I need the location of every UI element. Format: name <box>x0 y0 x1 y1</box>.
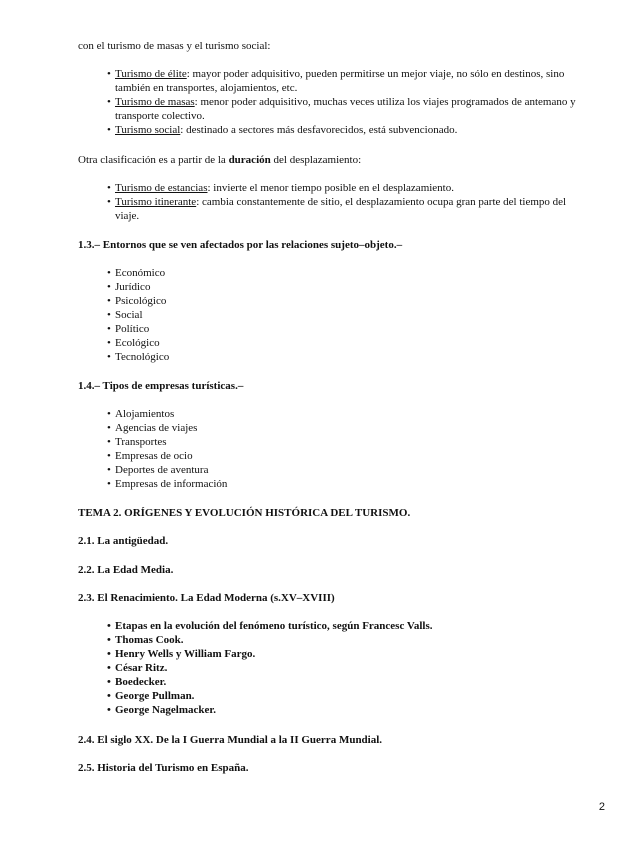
list-item: • Turismo de estancias: invierte el menor tiempo posible en el desplazamiento. <box>107 181 587 195</box>
list-item: • Tecnológico <box>107 350 607 364</box>
tema-2-heading: TEMA 2. ORÍGENES Y EVOLUCIÓN HISTÓRICA DEL TURISMO. <box>78 507 411 519</box>
section-heading-1-4: 1.4.– Tipos de empresas turísticas.– <box>78 380 244 392</box>
list-item: • Agencias de viajes <box>107 421 607 435</box>
section-heading-2-4: 2.4. El siglo XX. De la I Guerra Mundial a la II Guerra Mundial. <box>78 734 383 746</box>
renacimiento-list <box>107 619 607 717</box>
list-item: • Político <box>107 322 607 336</box>
section-heading-2-5: 2.5. Historia del Turismo en España. <box>78 762 249 774</box>
list-item: • Turismo de masas: menor poder adquisitivo, muchas veces utiliza los viajes programados de antemano y transporte colectivo. <box>107 95 602 123</box>
intro-text: con el turismo de masas y el turismo social: <box>78 40 271 52</box>
list-item: • Empresas de información <box>107 477 607 491</box>
list-item: • Transportes <box>107 435 607 449</box>
list-item: • Boedecker. <box>107 675 607 689</box>
list-item: • Thomas Cook. <box>107 633 607 647</box>
list-item: • Alojamientos <box>107 407 607 421</box>
empresas-list <box>107 407 607 491</box>
list-item: • Psicológico <box>107 294 607 308</box>
section-heading-2-2: 2.2. La Edad Media. <box>78 564 174 576</box>
entornos-list <box>107 266 607 364</box>
duracion-list <box>107 181 587 223</box>
section-heading-2-1: 2.1. La antigüedad. <box>78 535 169 547</box>
list-item: • Empresas de ocio <box>107 449 607 463</box>
list-item: • Etapas en la evolución del fenómeno turístico, según Francesc Valls. <box>107 619 607 633</box>
list-item: • George Nagelmacker. <box>107 703 607 717</box>
list-item: • George Pullman. <box>107 689 607 703</box>
list-item: • Turismo social: destinado a sectores más desfavorecidos, está subvencionado. <box>107 123 602 137</box>
tipos-turismo-list <box>107 67 602 137</box>
list-item: • Social <box>107 308 607 322</box>
page-number: 2 <box>598 801 605 813</box>
section-heading-1-3: 1.3.– Entornos que se ven afectados por las relaciones sujeto–objeto.– <box>78 239 403 251</box>
list-item: • Deportes de aventura <box>107 463 607 477</box>
list-item: • Henry Wells y William Fargo. <box>107 647 607 661</box>
list-item: • Económico <box>107 266 607 280</box>
list-item: • Ecológico <box>107 336 607 350</box>
list-item: • César Ritz. <box>107 661 607 675</box>
duracion-intro: Otra clasificación es a partir de la duración del desplazamiento: <box>78 154 362 166</box>
list-item: • Turismo de élite: mayor poder adquisitivo, pueden permitirse un mejor viaje, no sólo en destinos, sino también en transportes, alojamientos, etc. <box>107 67 602 95</box>
list-item: • Jurídico <box>107 280 607 294</box>
section-heading-2-3: 2.3. El Renacimiento. La Edad Moderna (s.XV–XVIII) <box>78 592 335 604</box>
list-item: • Turismo itinerante: cambia constantemente de sitio, el desplazamiento ocupa gran parte del tiempo del viaje. <box>107 195 587 223</box>
